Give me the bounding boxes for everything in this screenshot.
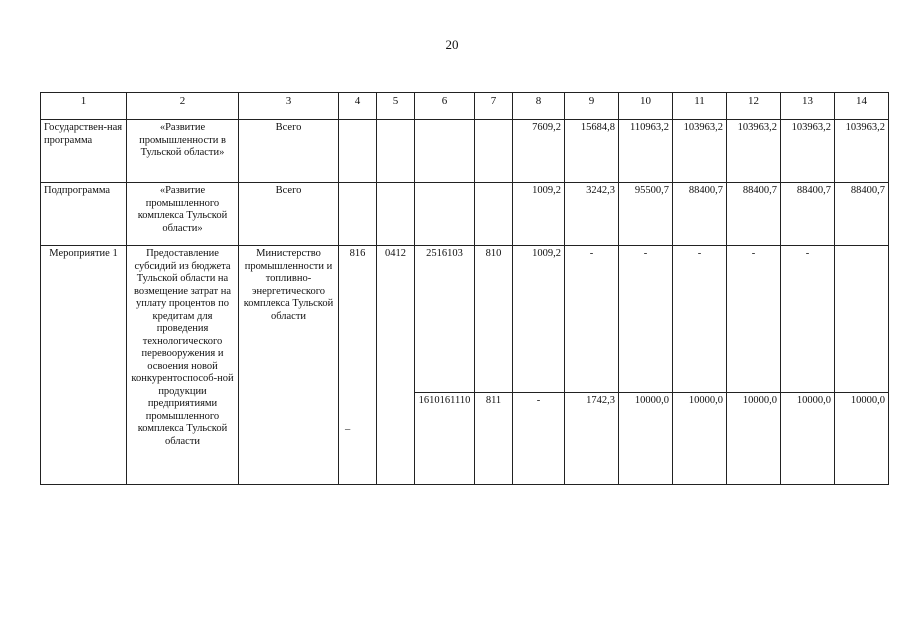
value-cell: 88400,7 — [781, 183, 835, 246]
value-cell: 1009,2 — [513, 183, 565, 246]
value-cell: - — [781, 246, 835, 393]
value-cell: - — [513, 393, 565, 485]
header-cell: 11 — [673, 93, 727, 120]
header-cell: 13 — [781, 93, 835, 120]
value-cell: - — [673, 246, 727, 393]
grbs-cell — [339, 183, 377, 246]
csr-cell: 2516103 — [415, 246, 475, 393]
value-cell: 1742,3 — [565, 393, 619, 485]
status-cell: Подпрограмма — [41, 183, 127, 246]
header-cell: 10 — [619, 93, 673, 120]
header-cell: 9 — [565, 93, 619, 120]
header-cell: 5 — [377, 93, 415, 120]
value-cell: 10000,0 — [781, 393, 835, 485]
table-header-row — [41, 93, 889, 120]
value-cell: 103963,2 — [727, 120, 781, 183]
grbs-cell — [339, 246, 377, 485]
table-row-activity — [41, 246, 889, 393]
rzpr-cell — [377, 183, 415, 246]
table-row-subprogram — [41, 183, 889, 246]
responsible-cell: Министерство промышленности и топливно-энергетического комплекса Тульской области — [239, 246, 339, 485]
budget-table — [40, 92, 889, 485]
csr-cell — [415, 120, 475, 183]
status-cell: Мероприятие 1 — [41, 246, 127, 485]
header-cell: 8 — [513, 93, 565, 120]
vr-cell — [475, 183, 513, 246]
vr-cell: 810 — [475, 246, 513, 393]
header-cell: 7 — [475, 93, 513, 120]
header-cell: 3 — [239, 93, 339, 120]
page-number: 20 — [445, 37, 459, 52]
value-cell: 3242,3 — [565, 183, 619, 246]
value-cell: - — [727, 246, 781, 393]
value-cell: 10000,0 — [727, 393, 781, 485]
grbs-cell — [339, 120, 377, 183]
vr-cell — [475, 120, 513, 183]
header-cell: 12 — [727, 93, 781, 120]
program-name-cell: «Развитие промышленности в Тульской области» — [127, 120, 239, 183]
value-cell: 10000,0 — [619, 393, 673, 485]
value-cell: - — [619, 246, 673, 393]
rzpr-cell — [377, 120, 415, 183]
grbs-value: 816 — [349, 248, 366, 259]
header-cell: 1 — [41, 93, 127, 120]
header-cell: 14 — [835, 93, 889, 120]
rzpr-cell: 0412 — [377, 246, 415, 485]
value-cell: 110963,2 — [619, 120, 673, 183]
program-name-cell: Предоставление субсидий из бюджета Тульской области на возмещение затрат на уплату процентов по кредитам для проведения технологического перевооружения и освоения новой конкурентоспособ-ной продукции предприятиями промышленного комплекса Тульской области — [127, 246, 239, 485]
grbs-lower-mark: – — [345, 423, 351, 435]
value-cell: 10000,0 — [673, 393, 727, 485]
value-cell: 10000,0 — [835, 393, 889, 485]
program-name-cell: «Развитие промышленного комплекса Тульской области» — [127, 183, 239, 246]
header-cell: 2 — [127, 93, 239, 120]
responsible-cell: Всего — [239, 120, 339, 183]
value-cell: 103963,2 — [835, 120, 889, 183]
responsible-cell: Всего — [239, 183, 339, 246]
value-cell: - — [565, 246, 619, 393]
value-cell: 103963,2 — [673, 120, 727, 183]
value-cell: 95500,7 — [619, 183, 673, 246]
csr-cell: 1610161110 — [415, 393, 475, 485]
value-cell — [835, 246, 889, 393]
value-cell: 88400,7 — [727, 183, 781, 246]
value-cell: 1009,2 — [513, 246, 565, 393]
table-row-state-program — [41, 120, 889, 183]
value-cell: 88400,7 — [835, 183, 889, 246]
header-cell: 4 — [339, 93, 377, 120]
value-cell: 88400,7 — [673, 183, 727, 246]
header-cell: 6 — [415, 93, 475, 120]
csr-cell — [415, 183, 475, 246]
vr-cell: 811 — [475, 393, 513, 485]
value-cell: 7609,2 — [513, 120, 565, 183]
value-cell: 103963,2 — [781, 120, 835, 183]
value-cell: 15684,8 — [565, 120, 619, 183]
status-cell: Государствен-ная программа — [41, 120, 127, 183]
